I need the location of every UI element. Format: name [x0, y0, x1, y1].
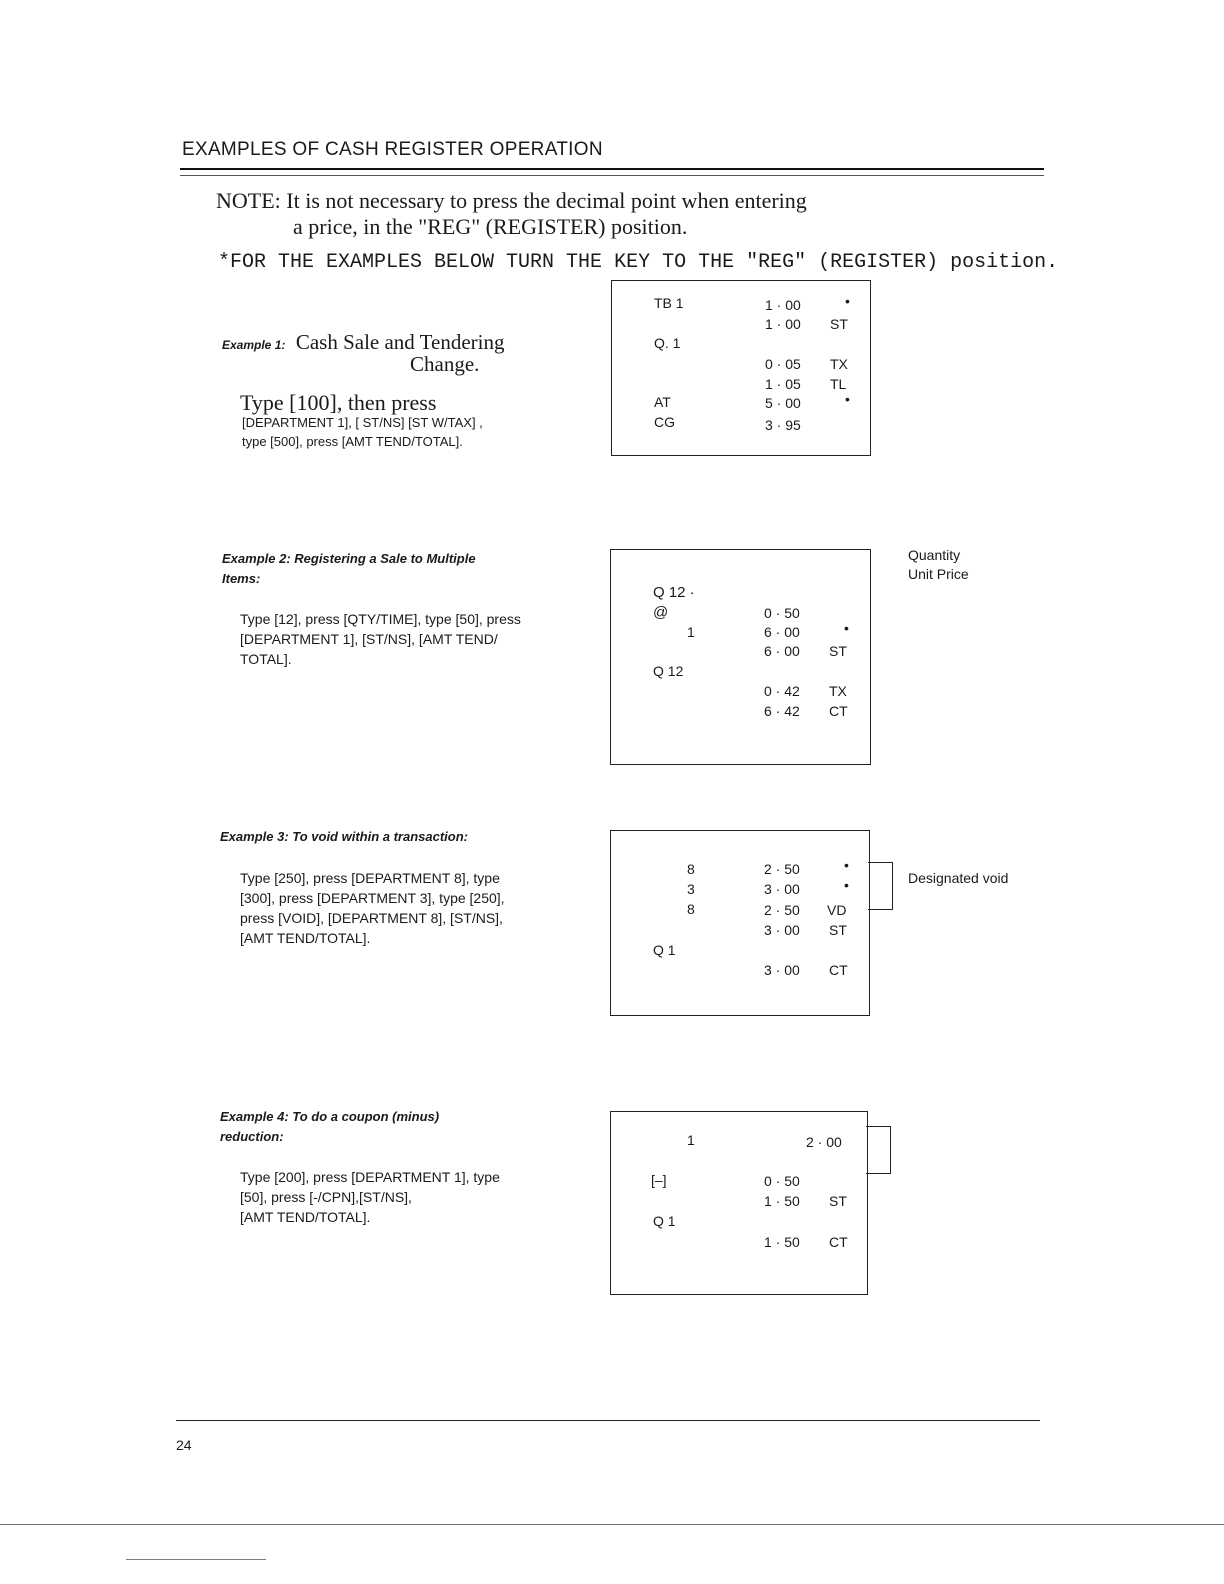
receipt-left: Q 12 ·	[653, 584, 695, 601]
side-note-designated-void: Designated void	[908, 870, 1009, 886]
receipt-amount: 2 · 50	[764, 861, 800, 877]
receipt-code: ST	[829, 1193, 847, 1209]
receipt-code: ST	[829, 643, 847, 659]
footer-rule	[176, 1420, 1040, 1421]
receipt-amount: 3 · 00	[764, 881, 800, 897]
example-1-title-2: Change.	[410, 352, 480, 376]
scan-blue-mark	[126, 1559, 266, 1560]
receipt-code: •	[844, 620, 849, 636]
receipt-left: 8	[687, 901, 695, 917]
example-2-body-2: [DEPARTMENT 1], [ST/NS], [AMT TEND/	[240, 631, 498, 647]
example-4-label-2: reduction:	[220, 1129, 284, 1144]
receipt-left: [–]	[651, 1172, 667, 1188]
scan-edge-rule	[0, 1524, 1224, 1525]
header-rule	[180, 168, 1044, 170]
receipt-amount: 1 · 05	[765, 376, 801, 392]
receipt-left: Q. 1	[654, 335, 681, 351]
example-4-body-1: Type [200], press [DEPARTMENT 1], type	[240, 1169, 500, 1185]
receipt-code: •	[844, 877, 849, 893]
receipt-amount: 1 · 00	[765, 297, 801, 313]
receipt-code: TL	[830, 376, 847, 392]
receipt-left: 1	[687, 1132, 695, 1148]
page-number: 24	[176, 1437, 192, 1453]
receipt-amount: 0 · 50	[764, 1173, 800, 1189]
example-1-type-line: Type [100], then press	[240, 390, 437, 415]
side-note-quantity: Quantity	[908, 547, 961, 563]
example-3-receipt	[610, 830, 870, 1016]
receipt-left: CG	[654, 414, 675, 430]
example-3-body-4: [AMT TEND/TOTAL].	[240, 930, 371, 946]
receipt-amount: 1 · 00	[765, 316, 801, 332]
receipt-amount: 5 · 00	[765, 395, 801, 411]
receipt-amount: 0 · 42	[764, 683, 800, 699]
receipt-code: VD	[827, 902, 847, 918]
receipt-code: ST	[829, 922, 847, 938]
receipt-code: CT	[829, 1234, 848, 1250]
receipt-amount: 2 · 00	[806, 1134, 842, 1150]
example-2-label: Example 2: Registering a Sale to Multiple	[222, 551, 476, 566]
receipt-code: •	[845, 293, 850, 309]
receipt-amount: 3 · 00	[764, 962, 800, 978]
receipt-amount: 1 · 50	[764, 1234, 800, 1250]
example-3-body-3: press [VOID], [DEPARTMENT 8], [ST/NS],	[240, 910, 503, 926]
header-rule-thin	[180, 175, 1044, 176]
receipt-code: TX	[830, 356, 848, 372]
example-4-label: Example 4: To do a coupon (minus)	[220, 1109, 440, 1124]
receipt-amount: 2 · 50	[764, 902, 800, 918]
example-2-body-1: Type [12], press [QTY/TIME], type [50], press	[240, 611, 521, 627]
example-1-body-1: [DEPARTMENT 1], [ ST/NS] [ST W/TAX] ,	[242, 415, 483, 430]
receipt-left: Q 12	[653, 663, 684, 679]
receipt-amount: 6 · 00	[764, 643, 800, 659]
side-note-unit-price: Unit Price	[908, 566, 969, 582]
example-3-body-1: Type [250], press [DEPARTMENT 8], type	[240, 870, 500, 886]
example-1-title: Cash Sale and Tendering	[295, 330, 505, 354]
receipt-code: CT	[829, 962, 848, 978]
coupon-bracket	[866, 1126, 891, 1174]
example-3-label: Example 3: To void within a transaction:	[220, 829, 469, 844]
example-4-receipt	[610, 1111, 868, 1295]
receipt-code: ST	[830, 316, 848, 332]
receipt-left: 1	[687, 624, 695, 640]
receipt-code: •	[844, 857, 849, 873]
example-1-receipt	[611, 280, 871, 456]
receipt-code: CT	[829, 703, 848, 719]
receipt-left: Q 1	[653, 1213, 676, 1229]
receipt-amount: 6 · 42	[764, 703, 800, 719]
receipt-left: 3	[687, 881, 695, 897]
example-2-label-2: Items:	[222, 571, 261, 586]
example-2-receipt	[610, 549, 871, 765]
example-1-label: Example 1:	[222, 338, 286, 352]
receipt-amount: 3 · 95	[765, 417, 801, 433]
note-line-1: NOTE: It is not necessary to press the decimal point when entering	[216, 188, 807, 213]
receipt-amount: 1 · 50	[764, 1193, 800, 1209]
receipt-amount: 0 · 05	[765, 356, 801, 372]
example-2-body-3: TOTAL].	[240, 651, 292, 667]
receipt-left: TB 1	[654, 295, 684, 311]
receipt-amount: 3 · 00	[764, 922, 800, 938]
note-line-2: a price, in the "REG" (REGISTER) position.	[293, 214, 688, 239]
example-4-body-2: [50], press [-/CPN],[ST/NS],	[240, 1189, 412, 1205]
example-4-body-3: [AMT TEND/TOTAL].	[240, 1209, 371, 1225]
receipt-left: Q 1	[653, 942, 676, 958]
note-line-3: *FOR THE EXAMPLES BELOW TURN THE KEY TO THE "REG" (REGISTER) position.	[218, 251, 1059, 274]
receipt-left: 8	[687, 861, 695, 877]
receipt-code: •	[845, 391, 850, 407]
receipt-left: @	[653, 604, 669, 621]
receipt-left: AT	[654, 394, 671, 410]
receipt-code: TX	[829, 683, 847, 699]
example-3-body-2: [300], press [DEPARTMENT 3], type [250],	[240, 890, 505, 906]
example-1-body-2: type [500], press [AMT TEND/TOTAL].	[242, 434, 463, 449]
void-bracket	[868, 862, 893, 910]
receipt-amount: 6 · 00	[764, 624, 800, 640]
receipt-amount: 0 · 50	[764, 605, 800, 621]
page-title: EXAMPLES OF CASH REGISTER OPERATION	[182, 139, 603, 160]
